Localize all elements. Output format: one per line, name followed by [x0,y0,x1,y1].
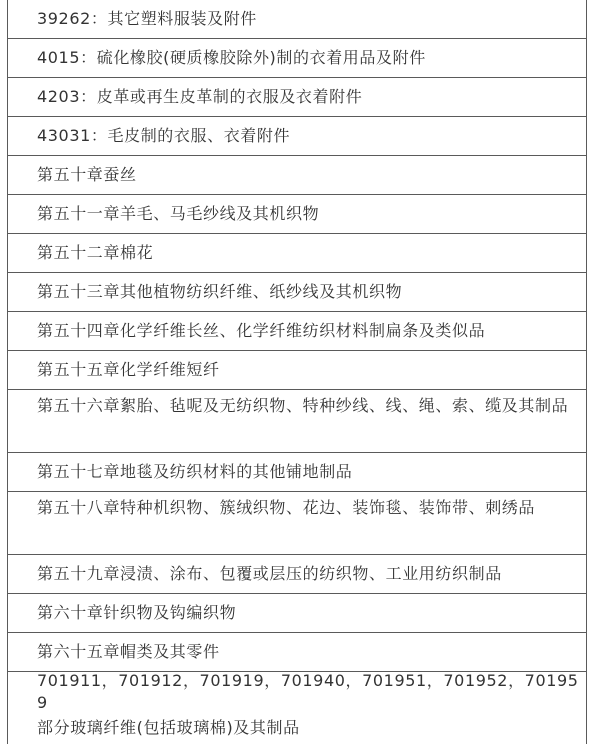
table-row [8,453,586,492]
row-text: 第五十六章絮胎、毡呢及无纺织物、特种纱线、线、绳、索、缆及其制品 [37,396,569,415]
row-text: 第五十五章化学纤维短纤 [37,360,220,379]
row-text: 第六十章针织物及钩编织物 [37,603,237,622]
table-row [8,312,586,351]
table-row [8,594,586,633]
table-row [8,234,586,273]
row-text: 43031：毛皮制的衣服、衣着附件 [37,126,291,145]
row-text: 4015：硫化橡胶(硬质橡胶除外)制的衣着用品及附件 [37,48,426,67]
table-row [8,0,586,39]
table-row [8,156,586,195]
table-row [8,492,586,555]
table-row [8,39,586,78]
row-text: 701911，701912，701919，701940，701951，701952，701959 [37,672,579,711]
row-text: 第五十一章羊毛、马毛纱线及其机织物 [37,204,320,223]
row-text: 第六十五章帽类及其零件 [37,642,220,661]
row-text: 部分玻璃纤维(包括玻璃棉)及其制品 [37,718,300,737]
row-text: 第五十三章其他植物纺织纤维、纸纱线及其机织物 [37,282,403,301]
table-row [8,351,586,390]
row-text: 第五十八章特种机织物、簇绒织物、花边、装饰毯、装饰带、刺绣品 [37,498,536,517]
table-row [8,711,586,744]
table-row [8,117,586,156]
table-row [8,78,586,117]
row-text: 第五十四章化学纤维长丝、化学纤维纺织材料制扁条及类似品 [37,321,486,340]
row-text: 4203：皮革或再生皮革制的衣服及衣着附件 [37,87,363,106]
table-row [8,555,586,594]
row-text: 第五十章蚕丝 [37,165,137,184]
row-text: 39262：其它塑料服装及附件 [37,9,257,28]
row-text: 第五十九章浸渍、涂布、包覆或层压的纺织物、工业用纺织制品 [37,564,502,583]
table-row [8,390,586,453]
table-row [8,273,586,312]
table-row [8,672,586,711]
product-code-table [7,0,587,744]
table-row [8,633,586,672]
row-text: 第五十二章棉花 [37,243,154,262]
row-text: 第五十七章地毯及纺织材料的其他铺地制品 [37,462,353,481]
table-row [8,195,586,234]
